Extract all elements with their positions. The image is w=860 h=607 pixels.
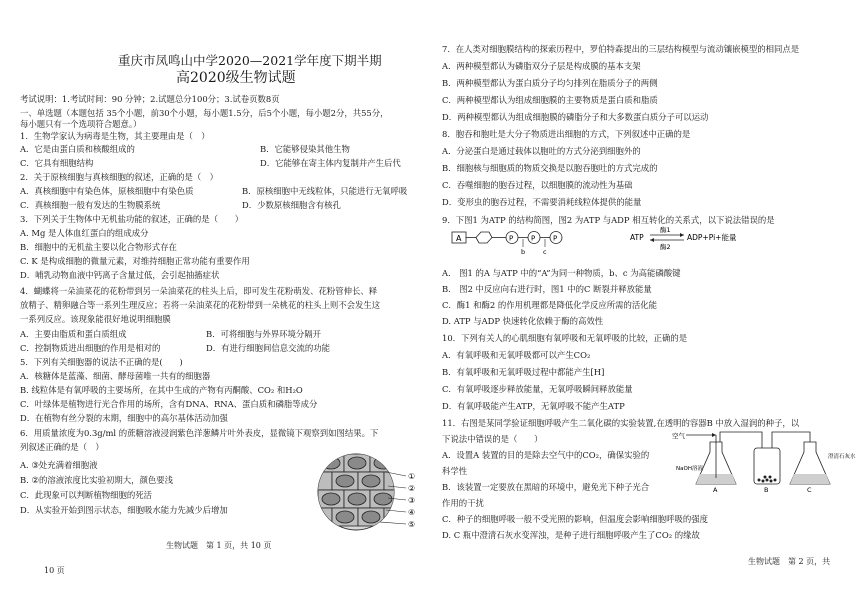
q10-option-d: D．有氧呼吸能产生ATP，无氧呼吸不能产生ATP bbox=[442, 401, 625, 411]
q6-option-b: B. ②的溶液浓度比实验初期大，颜色要浅 bbox=[20, 475, 173, 485]
section1-instructions-cont: 每小题只有一个选项符合题意。） bbox=[20, 119, 142, 129]
q9-option-a: A． 图1 的A 与ATP 中的“A”为同一种物质，b、c 为高能磷酸键 bbox=[442, 268, 681, 278]
q2-option-b: B．原核细胞中无线粒体，只能进行无氧呼吸 bbox=[242, 186, 408, 196]
q6-option-a: A. ③处充满着细胞液 bbox=[20, 460, 98, 470]
q1-option-d: D．它能够在寄主体内复制并产生后代 bbox=[260, 158, 401, 168]
atp-adp-conversion-figure bbox=[628, 224, 748, 252]
q8-option-a: A．分泌蛋白是通过载体以胞吐的方式分泌到细胞外的 bbox=[442, 146, 641, 156]
limewater-label: 澄清石灰水 bbox=[828, 454, 856, 460]
q3-option-a: A. Mg 是人体血红蛋白的组成成分 bbox=[20, 228, 149, 238]
q3-option-c: C. K 是构成细胞的微量元素，对维持细胞正常功能有重要作用 bbox=[20, 256, 250, 266]
q11-option-a-cont: 科学性 bbox=[442, 466, 468, 476]
enzyme-1-label: 酶1 bbox=[660, 226, 671, 234]
exam-school-title: 重庆市凤鸣山中学2020—2021学年度下期半期 bbox=[118, 53, 382, 68]
bottle-b-label: B bbox=[764, 486, 769, 494]
q3-option-d: D．哺乳动物血液中钙离子含量过低，会引起抽搐症状 bbox=[20, 270, 220, 280]
q7-option-c: C．两种模型都认为组成细胞膜的主要物质是蛋白质和脂质 bbox=[442, 95, 658, 105]
q1-option-b: B．它能够侵染其他生物 bbox=[260, 144, 350, 154]
q6-option-c: C．此现象可以判断植物细胞的死活 bbox=[20, 490, 153, 500]
question-4-cont2: 一系列反应。该现象能很好地说明细胞膜 bbox=[20, 314, 171, 324]
question-1: 1．生物学家认为病毒是生物，其主要理由是（ ） bbox=[20, 131, 210, 141]
q8-option-b: B．细胞核与细胞质的物质交换是以胞吞胞吐的方式完成的 bbox=[442, 163, 658, 173]
flask-c-label: C bbox=[807, 486, 812, 494]
q2-option-c: C．真核细胞一般有发达的生物膜系统 bbox=[20, 200, 161, 210]
enzyme-2-label: 酶2 bbox=[660, 243, 671, 251]
q11-option-c: C．种子的细胞呼吸一般不受光照的影响，但温度会影响细胞呼吸的强度 bbox=[442, 514, 709, 524]
plasmolysis-micrograph bbox=[316, 452, 428, 534]
respiration-apparatus-figure bbox=[670, 428, 856, 494]
q10-option-c: C．有氧呼吸逐步释放能量，无氧呼吸瞬间释放能量 bbox=[442, 384, 633, 394]
q9-option-d: D. ATP 与ADP 快速转化依赖于酶的高效性 bbox=[442, 316, 604, 326]
q4-option-a: A．主要由脂质和蛋白质组成 bbox=[20, 329, 127, 339]
question-10: 10．下列有关人的心肌细胞有氧呼吸和无氧呼吸的比较，正确的是 bbox=[442, 333, 688, 343]
q9-option-c: C．酶1 和酶2 的作用机理都是降低化学反应所需的活化能 bbox=[442, 300, 658, 310]
q5-option-b: B. 线粒体是有氧呼吸的主要场所，在其中生成的产物有丙酮酸、CO₂ 和H₂O bbox=[20, 385, 303, 395]
label-3: ③ bbox=[408, 496, 416, 505]
page-footer: 生物试题 第 2 页，共 bbox=[748, 557, 831, 566]
label-2: ② bbox=[408, 484, 416, 493]
question-4: 4．蝴蝶将一朵油菜花的花粉带到另一朵油菜花的柱头上后，即可发生花粉萌发、花粉管伸长、释 bbox=[20, 286, 378, 296]
phosphate-3: P bbox=[553, 234, 558, 243]
q11-option-b: B．该装置一定要放在黑暗的环境中，避免光下种子光合 bbox=[442, 482, 650, 492]
q8-option-c: C．吞噬细胞的胞吞过程，以细胞膜的流动性为基础 bbox=[442, 180, 633, 190]
q5-option-d: D．在植物有丝分裂的末期，细胞中的高尔基体活动加强 bbox=[20, 413, 228, 423]
atp-label: ATP bbox=[630, 233, 644, 242]
label-1: ① bbox=[408, 472, 416, 481]
question-7: 7．在人类对细胞膜结构的探索历程中，罗伯特森提出的三层结构模型与流动镶嵌模型的相同点是 bbox=[442, 44, 800, 54]
q1-option-c: C．它具有细胞结构 bbox=[20, 158, 94, 168]
q7-option-a: A．两种模型都认为磷脂双分子层是构成膜的基本支架 bbox=[442, 61, 641, 71]
q7-option-b: B．两种模型都认为蛋白质分子均匀排列在脂质分子的两侧 bbox=[442, 78, 658, 88]
q10-option-b: B．有氧呼吸和无氧呼吸过程中都能产生[H] bbox=[442, 367, 605, 377]
question-6: 6．用质量浓度为0.3g/ml 的蔗糖溶液浸润紫色洋葱鳞片叶外表皮，显微镜下观察到如图结果。下 bbox=[20, 428, 379, 438]
phosphate-1: P bbox=[509, 234, 514, 243]
exam-info: 考试说明：1.考试时间：90 分钟；2.试题总分100分；3.试卷页数8页 bbox=[20, 94, 280, 104]
q11-option-d: D. C 瓶中澄清石灰水变浑浊，是种子进行细胞呼吸产生了CO₂ 的缘故 bbox=[442, 530, 700, 540]
q3-option-b: B．细胞中的无机盐主要以化合物形式存在 bbox=[20, 242, 177, 252]
q4-option-b: B．可将细胞与外界环境分隔开 bbox=[206, 329, 322, 339]
q2-option-d: D．少数原核细胞含有核孔 bbox=[242, 200, 341, 210]
flask-a-label: A bbox=[713, 486, 718, 494]
atp-structure-figure bbox=[450, 228, 610, 256]
section1-instructions: 一、单选题（本题包括 35个小题，前30个小题，每小题1.5分，后5个小题，每小题2分，共55分， bbox=[20, 108, 389, 118]
label-5: ⑤ bbox=[408, 520, 416, 529]
q2-option-a: A．真核细胞中有染色体，原核细胞中有染色质 bbox=[20, 186, 194, 196]
question-8: 8．胞吞和胞吐是大分子物质进出细胞的方式，下列叙述中正确的是 bbox=[442, 129, 691, 139]
question-3: 3．下列关于生物体中无机盐功能的叙述，正确的是（ ） bbox=[20, 214, 244, 224]
question-2: 2．关于原核细胞与真核细胞的叙述，正确的是（ ） bbox=[20, 172, 218, 182]
q9-option-b: B． 图2 中反应向右进行时，图1 中的C 断裂并释放能量 bbox=[442, 284, 652, 294]
question-11-cont: 下说法中错误的是（ ） bbox=[442, 434, 543, 444]
question-11: 11．右图是某同学验证细胞呼吸产生二氧化碳的实验装置,在透明的容器B 中放入湿润的种子，以 bbox=[442, 418, 800, 428]
page-footer-continued: 10 页 bbox=[44, 566, 65, 575]
air-inlet-label: 空气 bbox=[672, 432, 685, 440]
label-4: ④ bbox=[408, 508, 416, 517]
q10-option-a: A．有氧呼吸和无氧呼吸都可以产生CO₂ bbox=[442, 350, 591, 360]
exam-grade-title: 高2020级生物试题 bbox=[176, 70, 296, 86]
atp-fig-a-label: A bbox=[456, 234, 462, 243]
question-6-cont: 列叙述正确的是（ ） bbox=[20, 442, 104, 452]
question-5: 5．下列有关细胞器的说法不正确的是( ) bbox=[20, 357, 183, 367]
question-4-cont: 放精子、精卵融合等一系列生理反应；若将一朵油菜花的花粉带到一朵桃花的柱头上则不会发生这 bbox=[20, 300, 381, 310]
q1-option-a: A．它是由蛋白质和核酸组成的 bbox=[20, 144, 135, 154]
q7-option-d: D．两种模型都认为组成细胞膜的磷脂分子和大多数蛋白质分子可以运动 bbox=[442, 112, 709, 122]
page-footer: 生物试题 第 1 页，共 10 页 bbox=[166, 541, 272, 550]
q11-option-a: A．设置A 装置的目的是除去空气中的CO₂，确保实验的 bbox=[442, 450, 650, 460]
phosphate-2: P bbox=[531, 234, 536, 243]
q6-option-d: D．从实验开始到图示状态，细胞吸水能力先减少后增加 bbox=[20, 505, 228, 515]
q5-option-a: A．核糖体是蓝藻、细菌、酵母菌唯一共有的细胞器 bbox=[20, 371, 211, 381]
bond-c-label: c bbox=[543, 248, 547, 256]
q8-option-d: D．变形虫的胞吞过程，不需要消耗线粒体提供的能量 bbox=[442, 197, 642, 207]
bond-b-label: b bbox=[521, 248, 526, 256]
question-9: 9．下图1 为ATP 的结构简图，图2 为ATP 与ADP 相互转化的关系式，以下说法错误的是 bbox=[442, 215, 775, 225]
naoh-label: NaOH溶液 bbox=[676, 466, 703, 472]
q4-option-d: D．有进行细胞间信息交流的功能 bbox=[206, 343, 330, 353]
q11-option-b-cont: 作用的干扰 bbox=[442, 498, 484, 508]
adp-label: ADP+Pi+能量 bbox=[687, 233, 737, 242]
q4-option-c: C．控制物质进出细胞的作用是相对的 bbox=[20, 343, 161, 353]
q5-option-c: C．叶绿体是植物进行光合作用的场所，含有DNA、RNA、蛋白质和磷脂等成分 bbox=[20, 399, 318, 409]
